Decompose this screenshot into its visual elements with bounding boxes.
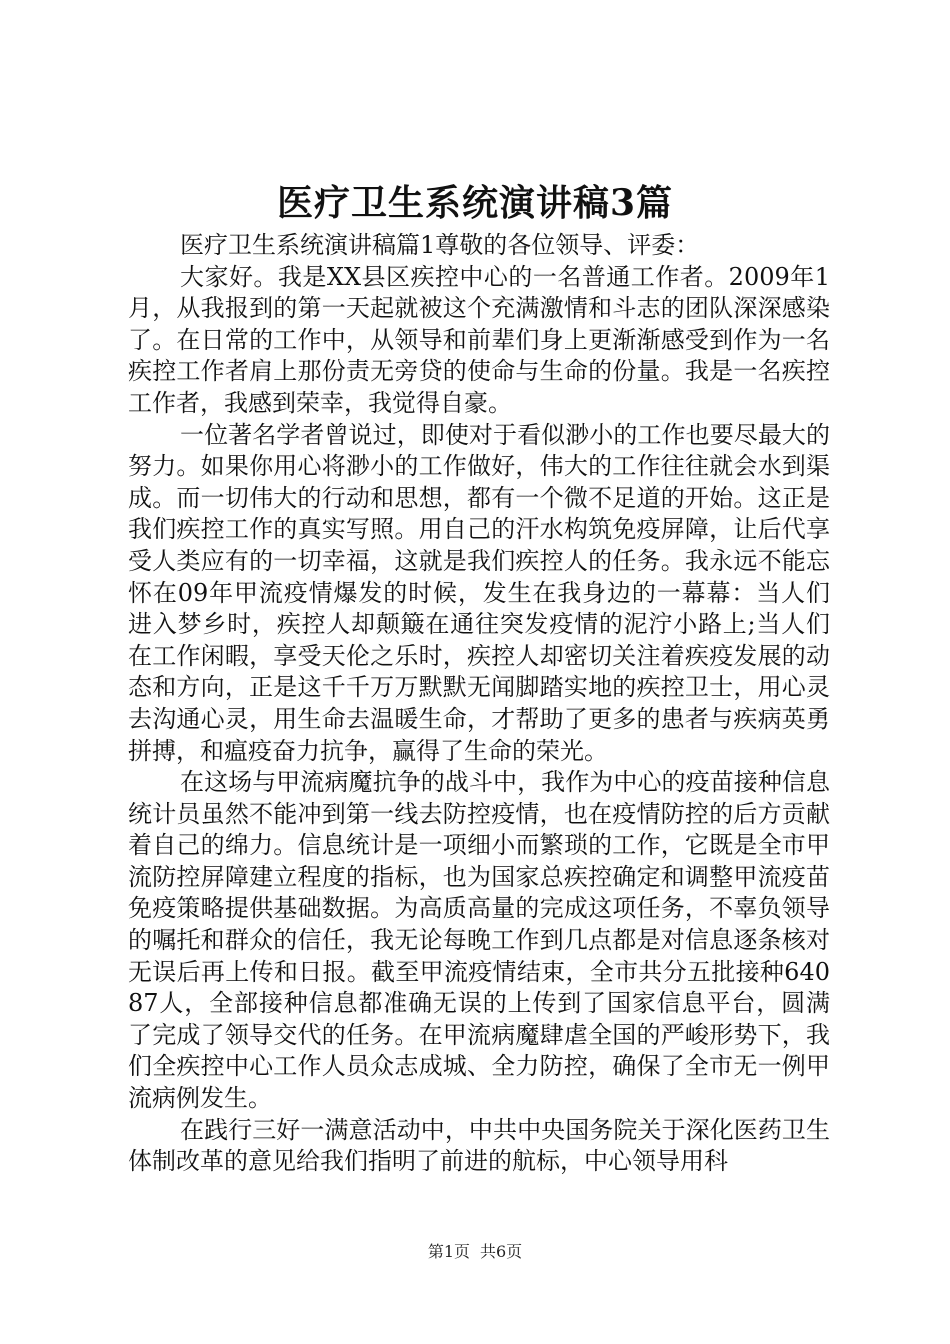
page-number: 第1页	[427, 1242, 470, 1261]
document-title: 医疗卫生系统演讲稿3篇	[276, 182, 674, 224]
paragraph-5: 在践行三好一满意活动中，中共中央国务院关于深化医药卫生体制改革的意见给我们指明了前进的航标，中心领导用科	[128, 1115, 830, 1176]
paragraph-2: 大家好。我是XX县区疾控中心的一名普通工作者。2009年1月，从我报到的第一天起就被这个充满激情和斗志的团队深深感染了。在日常的工作中，从领导和前辈们身上更渐渐感受到作为一名疾控工作者肩上那份责无旁贷的使命与生命的份量。我是一名疾控工作者，我感到荣幸，我觉得自豪。	[128, 262, 830, 417]
document-body	[128, 230, 830, 1178]
page-count: 共6页	[480, 1242, 523, 1261]
page-footer	[0, 1241, 950, 1263]
paragraph-3: 一位著名学者曾说过，即使对于看似渺小的工作也要尽最大的努力。如果你用心将渺小的工作做好，伟大的工作往往就会水到渠成。而一切伟大的行动和思想，都有一个微不足道的开始。这正是我们疾控工作的真实写照。用自己的汗水构筑免疫屏障，让后代享受人类应有的一切幸福，这就是我们疾控人的任务。我永远不能忘怀在09年甲流疫情爆发的时候，发生在我身边的一幕幕：当人们进入梦乡时，疾控人却颠簸在通往突发疫情的泥泞小路上;当人们在工作闲暇，享受天伦之乐时，疾控人却密切关注着疾疫发展的动态和方向，正是这千千万万默默无闻脚踏实地的疾控卫士，用心灵去沟通心灵，用生命去温暖生命，才帮助了更多的患者与疾病英勇拼搏，和瘟疫奋力抗争，赢得了生命的荣光。	[128, 420, 830, 765]
paragraph-4: 在这场与甲流病魔抗争的战斗中，我作为中心的疫苗接种信息统计员虽然不能冲到第一线去防控疫情，也在疫情防控的后方贡献着自己的绵力。信息统计是一项细小而繁琐的工作，它既是全市甲流防控屏障建立程度的指标，也为国家总疾控确定和调整甲流疫苗免疫策略提供基础数据。为高质高量的完成这项任务，不辜负领导的嘱托和群众的信任，我无论每晚工作到几点都是对信息逐条核对无误后再上传和日报。截至甲流疫情结束，全市共分五批接种64087人，全部接种信息都准确无误的上传到了国家信息平台，圆满了完成了领导交代的任务。在甲流病魔肆虐全国的严峻形势下，我们全疾控中心工作人员众志成城、全力防控，确保了全市无一例甲流病例发生。	[128, 768, 830, 1113]
paragraph-1: 医疗卫生系统演讲稿篇1尊敬的各位领导、评委：	[180, 231, 700, 259]
